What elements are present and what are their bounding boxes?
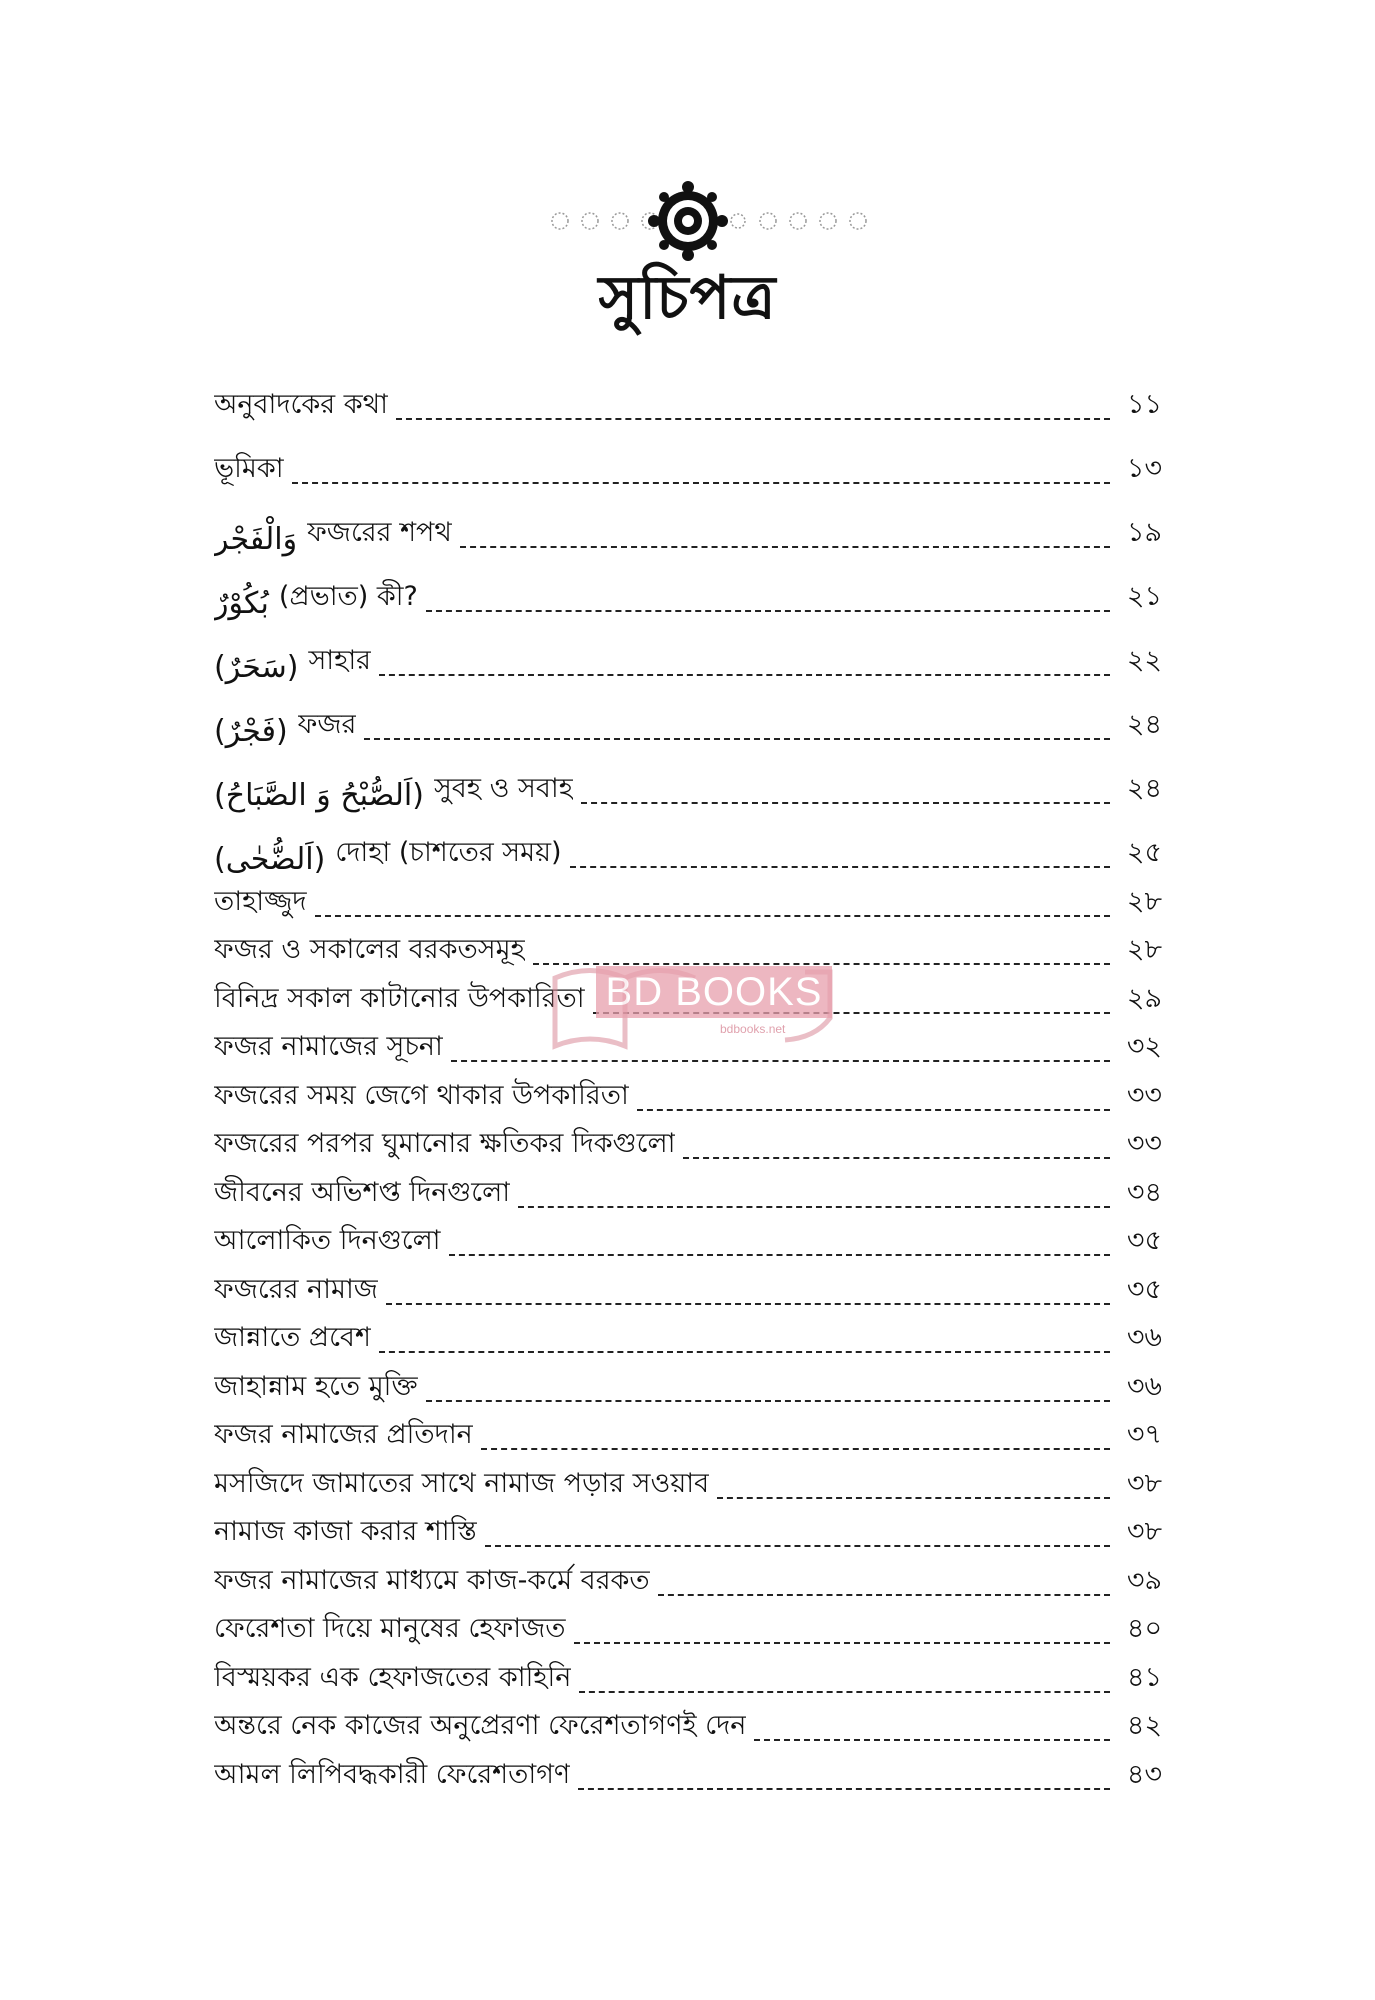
toc-page-number: ৩৫ — [1126, 1225, 1162, 1256]
dotted-leader — [485, 1545, 1110, 1547]
toc-row — [214, 1411, 1162, 1460]
toc-label: তাহাজ্জুদ — [214, 885, 307, 917]
toc-row — [214, 1605, 1162, 1654]
toc-label: বিস্ময়কর এক হেফাজতের কাহিনি — [214, 1661, 572, 1693]
toc-row — [214, 1168, 1162, 1217]
toc-label: সুবহ ও সবাহ — [433, 773, 573, 804]
toc-page-number: ২৪ — [1126, 709, 1162, 740]
toc-arabic-term: (فَجْرٌ) — [214, 714, 288, 749]
toc-arabic-term: (اَلصُّبْحُ وَ الصَّبَاحُ) — [214, 778, 424, 813]
toc-row — [214, 1556, 1162, 1605]
toc-label: ফজর নামাজের সূচনা — [214, 1031, 443, 1062]
dotted-leader — [396, 418, 1110, 420]
toc-label: বিনিদ্র সকাল কাটানোর উপকারিতা — [214, 982, 585, 1014]
toc-page-number: ৩৯ — [1126, 1564, 1162, 1596]
toc-label: ফজর ও সকালের বরকতসমূহ — [214, 934, 525, 965]
toc-page-number: ২১ — [1126, 581, 1162, 612]
dotted-leader — [386, 1303, 1110, 1305]
toc-label: ভূমিকা — [214, 453, 284, 484]
toc-row — [214, 685, 1162, 749]
toc-row — [214, 1314, 1162, 1363]
toc-label: আমল লিপিবদ্ধকারী ফেরেশতাগণ — [214, 1758, 571, 1790]
toc-label: সাহার — [308, 645, 372, 676]
toc-label: মসজিদে জামাতের সাথে নামাজ পড়ার সওয়াব — [214, 1467, 710, 1499]
dotted-leader — [717, 1497, 1110, 1499]
toc-row — [214, 1653, 1162, 1702]
toc-label: ফজর নামাজের প্রতিদান — [214, 1419, 473, 1450]
dotted-leader — [579, 1691, 1110, 1693]
table-of-contents — [214, 365, 1162, 1799]
toc-arabic-term: (سَحَرٌ) — [214, 650, 299, 685]
toc-label: (প্রভাত) কী? — [278, 581, 418, 612]
toc-arabic-term: وَالْفَجْرِ — [214, 522, 298, 557]
toc-arabic-term: (اَلضُّحٰى) — [214, 842, 326, 877]
flower-ornament-icon — [648, 181, 728, 261]
toc-page-number: ৩২ — [1126, 1031, 1162, 1062]
dotted-leader — [518, 1206, 1110, 1208]
toc-row — [214, 1702, 1162, 1751]
toc-label: জাহান্নাম হতে মুক্তি — [214, 1370, 418, 1402]
toc-label: ফজরের সময় জেগে থাকার উপকারিতা — [214, 1079, 629, 1111]
dotted-leader — [426, 1400, 1110, 1402]
dotted-leader — [578, 1788, 1110, 1790]
toc-row — [214, 557, 1162, 621]
dotted-leader — [451, 1060, 1110, 1062]
toc-row — [214, 749, 1162, 813]
toc-row — [214, 621, 1162, 685]
dotted-leader — [481, 1448, 1110, 1450]
toc-label: অনুবাদকের কথা — [214, 389, 388, 420]
toc-row — [214, 877, 1162, 926]
toc-page-number: ২৯ — [1126, 982, 1162, 1014]
toc-row — [214, 365, 1162, 429]
dotted-leader — [754, 1739, 1110, 1741]
toc-label: জীবনের অভিশপ্ত দিনগুলো — [214, 1176, 511, 1208]
toc-page-number: ২৫ — [1126, 837, 1162, 868]
dotted-leader — [292, 482, 1110, 484]
toc-row — [214, 1508, 1162, 1557]
toc-page-number: ২৮ — [1126, 934, 1162, 965]
dotted-leader — [637, 1109, 1110, 1111]
toc-label: অন্তরে নেক কাজের অনুপ্রেরণা ফেরেশতাগণই দেন — [214, 1710, 747, 1741]
toc-page-number: ১৩ — [1126, 453, 1162, 484]
toc-label: ফজর নামাজের মাধ্যমে কাজ-কর্মে বরকত — [214, 1564, 650, 1596]
dotted-leader — [449, 1254, 1110, 1256]
toc-page-number: ৩৪ — [1126, 1176, 1162, 1208]
dotted-leader — [379, 674, 1110, 676]
toc-page-number: ৩৮ — [1126, 1467, 1162, 1499]
dotted-leader — [683, 1157, 1110, 1159]
toc-page-number: ৩৩ — [1126, 1079, 1162, 1111]
toc-page-number: ২২ — [1126, 645, 1162, 676]
toc-row — [214, 1750, 1162, 1799]
toc-page-number: ৩৭ — [1126, 1419, 1162, 1450]
toc-page-number: ৩৮ — [1126, 1516, 1162, 1547]
dotted-leader — [379, 1351, 1110, 1353]
toc-row — [214, 813, 1162, 877]
toc-page-number: ৩৩ — [1126, 1128, 1162, 1159]
toc-label: ফজরের পরপর ঘুমানোর ক্ষতিকর দিকগুলো — [214, 1128, 676, 1159]
toc-label: দোহা (চাশতের সময়) — [335, 837, 562, 868]
toc-label: আলোকিত দিনগুলো — [214, 1225, 441, 1256]
dotted-leader — [658, 1594, 1110, 1596]
toc-row — [214, 1217, 1162, 1266]
toc-label: ফজরের শপথ — [307, 517, 452, 548]
page-title: সুচিপত্র — [598, 263, 777, 333]
ornament-divider — [0, 176, 1375, 266]
toc-row — [214, 1120, 1162, 1169]
watermark-brand: BD BOOKS — [596, 966, 832, 1018]
toc-row — [214, 1459, 1162, 1508]
toc-page-number: ৪০ — [1126, 1613, 1162, 1644]
toc-page-number: ৩৬ — [1126, 1322, 1162, 1353]
toc-page-number: ৪১ — [1126, 1661, 1162, 1693]
toc-page-number: ২৮ — [1126, 885, 1162, 917]
toc-page-number: ২৪ — [1126, 773, 1162, 804]
dotted-leader — [426, 610, 1110, 612]
toc-label: নামাজ কাজা করার শাস্তি — [214, 1516, 477, 1547]
toc-page-number: ১৯ — [1126, 517, 1162, 548]
toc-row — [214, 1362, 1162, 1411]
toc-label: ফজর — [297, 709, 357, 740]
dotted-leader — [460, 546, 1110, 548]
dotted-leader — [581, 802, 1110, 804]
dotted-leader — [574, 1642, 1110, 1644]
toc-label: ফজরের নামাজ — [214, 1273, 378, 1305]
toc-page-number: ৩৬ — [1126, 1370, 1162, 1402]
dotted-leader — [364, 738, 1110, 740]
toc-arabic-term: بُكُوْرٌ — [214, 586, 269, 621]
toc-row — [214, 493, 1162, 557]
toc-page-number: ৪৩ — [1126, 1758, 1162, 1790]
toc-label: ফেরেশতা দিয়ে মানুষের হেফাজত — [214, 1613, 566, 1644]
toc-row — [214, 1071, 1162, 1120]
dotted-leader — [570, 866, 1110, 868]
toc-label: জান্নাতে প্রবেশ — [214, 1322, 371, 1353]
watermark-url: bdbooks.net — [720, 1022, 786, 1036]
toc-row — [214, 429, 1162, 493]
toc-page-number: ১১ — [1126, 389, 1162, 420]
toc-page-number: ৩৫ — [1126, 1273, 1162, 1305]
ornament-right-dots — [731, 213, 866, 229]
toc-page-number: ৪২ — [1126, 1710, 1162, 1741]
toc-row — [214, 1265, 1162, 1314]
dotted-leader — [315, 915, 1110, 917]
